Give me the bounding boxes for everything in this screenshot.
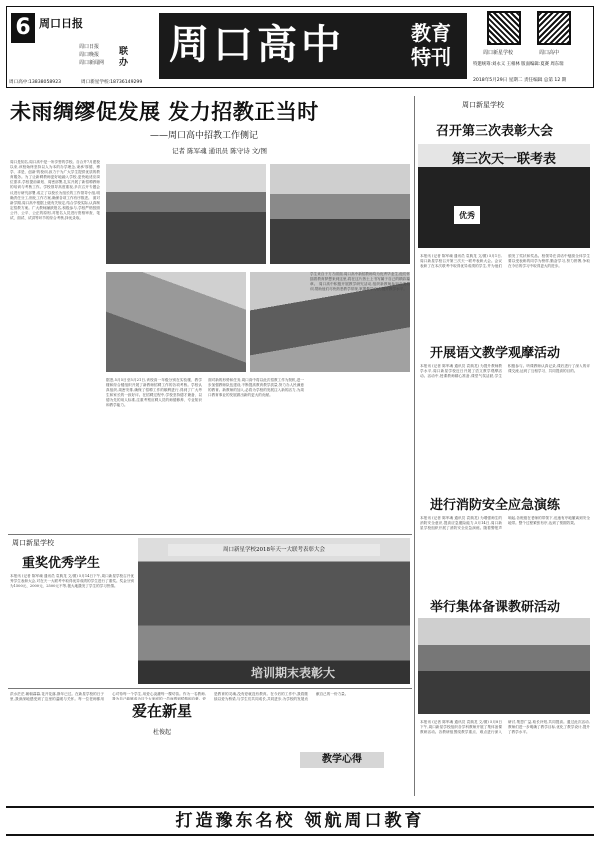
lead-col4b-text: 周口高中积极开展教学研究活动,组织新教师参加各类培训,帮助他们尽快熟悉教学常规,掌握教学方法,提升教学水平。 [310,282,410,292]
side4-title: 举行集体备课教研活动 [430,600,561,615]
lead-photo-top [106,164,266,264]
paper-name: 周口日报 [39,17,83,30]
reward-photo-banner: 周口新星学校2018年天一大联考表彰大会 [168,544,380,556]
qr-label-2: 周口高中 [539,50,560,56]
lead-col4-text: 学生来自于方方面面,周口高中新招教师均为优秀毕业生,他们怀揣着教育梦想来到这里,将在这片热土上书写属于自己的精彩篇章。 [310,272,410,287]
footer-slogan: 打造豫东名校 领航周口教育 [175,811,425,831]
lead-column-1 [10,160,100,530]
side1-photo-banner: 第三次天一联考表 [451,152,556,167]
side1-photo [418,144,590,248]
editors-line: 特邀统筹:刘永义 王相林 版面编辑:夏赛 周东瑞 [473,62,564,67]
footer-banner [6,806,594,836]
side1-title: 召开第三次表彰大会 [436,124,554,139]
essay-title: 爱在新星 [131,702,192,720]
affiliate-0: 周口日报 [79,44,100,50]
qr-code-2 [537,11,571,45]
lead-col3-text: 面对新的形势和任务,周口高中将以此次招教工作为契机,进一步加强教师队伍建设,不断提高教育教学质量,努力办人民满意的教育。新教师的加入,必将为学校的发展注入新的活力,为周口教育事业的发展做出新的更大的贡献。 [208,378,304,398]
reward-photo [138,538,410,684]
side3-title: 进行消防安全应急演练 [430,498,561,513]
special-edition: 教育特刊 [411,21,451,69]
reward-body: 本报讯 (记者 陈军魂 通讯员 袁典龙 文/图) 5月14日下午,周口新星学校召开优秀学生表彰大会,对在天一大联考中取得优异成绩的学生进行了重奖。奖金分别为1500元、2000元、2500元不等,极大地激发了学生的学习热情。 [10,574,134,589]
lead-photo-mid-left [106,272,246,372]
essay-author: 杜俊起 [152,729,171,736]
side2-body: 本报讯 (记者 陈军魂 通讯员 袁典龙) 为提升教师教学水平,周口新星学校近日开展了语文教学观摩活动。活动中,授课教师精心准备,课堂气氛活跃,学生积极参与。听课教师认真记录,课后进行了深入的评课交流,达到了互相学习、共同提高的目的。 [420,364,590,379]
side4-body: 本报讯 (记者 陈军魂 通讯员 袁典龙 文/图) 5月8日下午,周口新星学校组织各学科教师开展了集体备课教研活动。各教研组围绕教学重点、难点进行深入研讨,集思广益,取长补短,共同提高。通过此次活动,教师们进一步明确了教学目标,优化了教学设计,提升了教学水平。 [420,720,590,735]
essay-divider [8,688,412,689]
big-title: 周口高中 [169,21,345,68]
affiliate-2: 周口新闻网 [79,60,105,66]
essay-title-block [112,700,212,744]
lead-subtitle: ——周口高中招教工作侧记 [150,131,259,141]
phone-left: 周口高中:13838058923 [9,80,62,85]
side1-body: 本报讯 (记者 陈军魂 通讯员 袁典龙 文/图) 5月1日,周口新星学校召开第三次天一联考表彰大会。会议表彰了在本次联考中取得优异成绩的学生,并为他们颁发了奖状和奖品。校领导在讲话中勉励全体学生要以受表彰的同学为榜样,勤奋学习,努力拼搏,争取在今后的学习中取得更大的进步。 [420,254,590,269]
title-block [159,13,467,79]
side1-photo-sign: 优秀 [454,206,480,224]
lead-headline: 未雨绸缪促发展 发力招教正当时 [10,99,319,124]
masthead [6,6,594,88]
phone-mid: 周口新星学校:18736149299 [81,80,143,85]
lead-col1-text: 周口是知名,周口高中是一所享誉的学校。自合并7月建校以来,该校始终坚持以人为本的办学理念,秉承'厚德、博学、求是、创新'的校训,致力于为广大学生提供优质的教育服务。为了让新聘教师更好地融入学校,更快地适应岗位需求,学校提前谋划、周密部署,扎实开展了新招聘教师的培训与考核工作。学校领导高度重视,多次召开专题会议进行研究部署,成立了以校长为组长的工作领导小组,明确责任分工,细化工作方案,确保各项工作有序推进。 [10,160,100,200]
affiliate-1: 周口晚报 [79,52,100,58]
lead-col2-text: 据悉,5月5日至5月21日,该校高一年级分别在实验楼、教学楼和综合楼组织开展了新教师招聘工作的各项考核。学校认真组织,周密安排,确保了招聘工作的顺利进行,得到了广大考生和家长的一致好评。在招聘过程中,学校坚持德才兼备、以德为先的用人标准,注重考察应聘人员的师德修养、专业知识和教学能力。 [106,378,202,408]
qr-code-1 [487,11,521,45]
affiliate-list [79,43,104,67]
lead-byline: 记者 陈军魂 通讯员 陈守诗 文/图 [172,147,267,155]
essay-tag: 教学心得 [300,752,384,768]
page-number: 6 [11,13,35,43]
reward-divider [8,534,412,535]
lianban-label: 联办 [119,47,129,68]
lead-column-4 [310,164,410,530]
date-line: 2018年5月29日 星期二 责任编辑 总第 12 期 [473,78,567,83]
side3-body: 本报讯 (记者 陈军魂 通讯员 袁典龙) 为增强师生的消防安全意识,提高应急避险能力,5月14日,周口新星学校组织开展了消防安全应急演练。随着警报声响起,各班级在老师的带领下,迅速有序地撤离到安全地带。整个过程紧张有序,达到了预期效果。 [420,516,590,531]
qr-label-1: 周口新星学校 [483,50,514,56]
lead-column-3 [208,378,304,530]
side4-photo [418,618,590,714]
lead-column-2 [106,378,202,530]
reward-title: 重奖优秀学生 [22,556,101,571]
lead-col1b-text: 面对新学期,周口高中根据上级有关规定,结合学校实际,认真制定招教方案。广大教师踊跃报名,积极参与,学校严格按照公开、公平、公正的原则,对报名人员进行资格审查、笔试、面试、试讲等环节的综合考核,择优录取。 [10,195,100,221]
column-divider [414,96,415,796]
reward-photo-bottom-banner: 培训期末表彰大 [250,666,335,680]
reward-tag: 周口新星学校 [12,539,54,547]
side2-title: 开展语文教学观摩活动 [430,346,561,361]
side1-tag: 周口新星学校 [462,101,504,109]
essay-body: 洪水茫茫,朝朝暮暮,花开花落,斯年已过。在新星学校的日子里,我深深地感受到了这里的温暖与关怀。每一位老师都用心对待每一个学生,用爱心浇灌每一棵幼苗。作为一名教师, 是教育的灵魂,没有爱就没有教育。在今后的工作中,我将继续以爱为桥梁,与学生们共同成长,共同进步,为学校的发展贡献自己的一份力量。 [10,692,349,702]
